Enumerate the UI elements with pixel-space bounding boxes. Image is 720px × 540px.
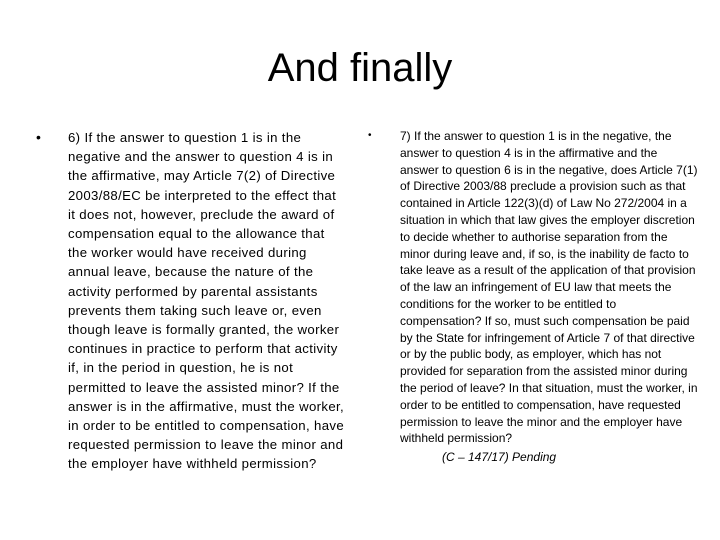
question-7-block	[400, 128, 698, 466]
left-column	[36, 128, 346, 474]
question-7-text: 7) If the answer to question 1 is in the negative, the answer to question 4 is in the affirmative and the answer to question 6 is in the negative, does Article 7(1) of Directive 2003/88 preclude a provision such as that contained in Article 122(3)(d) of Law No 272/2004 in a situation in which that law gives the employer discretion to decide whether to authorise separation from the minor during leave and, if so, is the inability de facto to take leave as a result of the application of that provision of the law an infringement of EU law that meets the conditions for the worker to be entitled to compensation? If so, must such compensation be paid by the State for infringement of Article 7 of that directive or by the public body, as employer, which has not provided for separation from the assisted minor during the period of leave? In that situation, must the worker, in order to be entitled to compensation, have requested permission to leave the minor and the employer have withheld permission?	[400, 129, 698, 446]
right-column	[368, 128, 698, 466]
bullet-marker: •	[368, 130, 372, 141]
case-citation: (C – 147/17) Pending	[442, 450, 557, 465]
bullet-marker: •	[36, 129, 41, 145]
question-6-text: 6) If the answer to question 1 is in the negative and the answer to question 4 is in the affirmative, may Article 7(2) of Directive 2003/88/EC be interpreted to the effect that it does not, however, preclude the award of compensation equal to the allowance that the worker would have received during annual leave, because the nature of the activity performed by parental assistants prevents them taking such leave or, even though leave is formally granted, the worker continues in practice to perform that activity if, in the period in question, he is not permitted to leave the assisted minor? If the answer is in the affirmative, must the worker, in order to be entitled to compensation, have requested permission to leave the minor and the employer have withheld permission?	[68, 130, 345, 472]
slide-title: And finally	[267, 46, 453, 90]
